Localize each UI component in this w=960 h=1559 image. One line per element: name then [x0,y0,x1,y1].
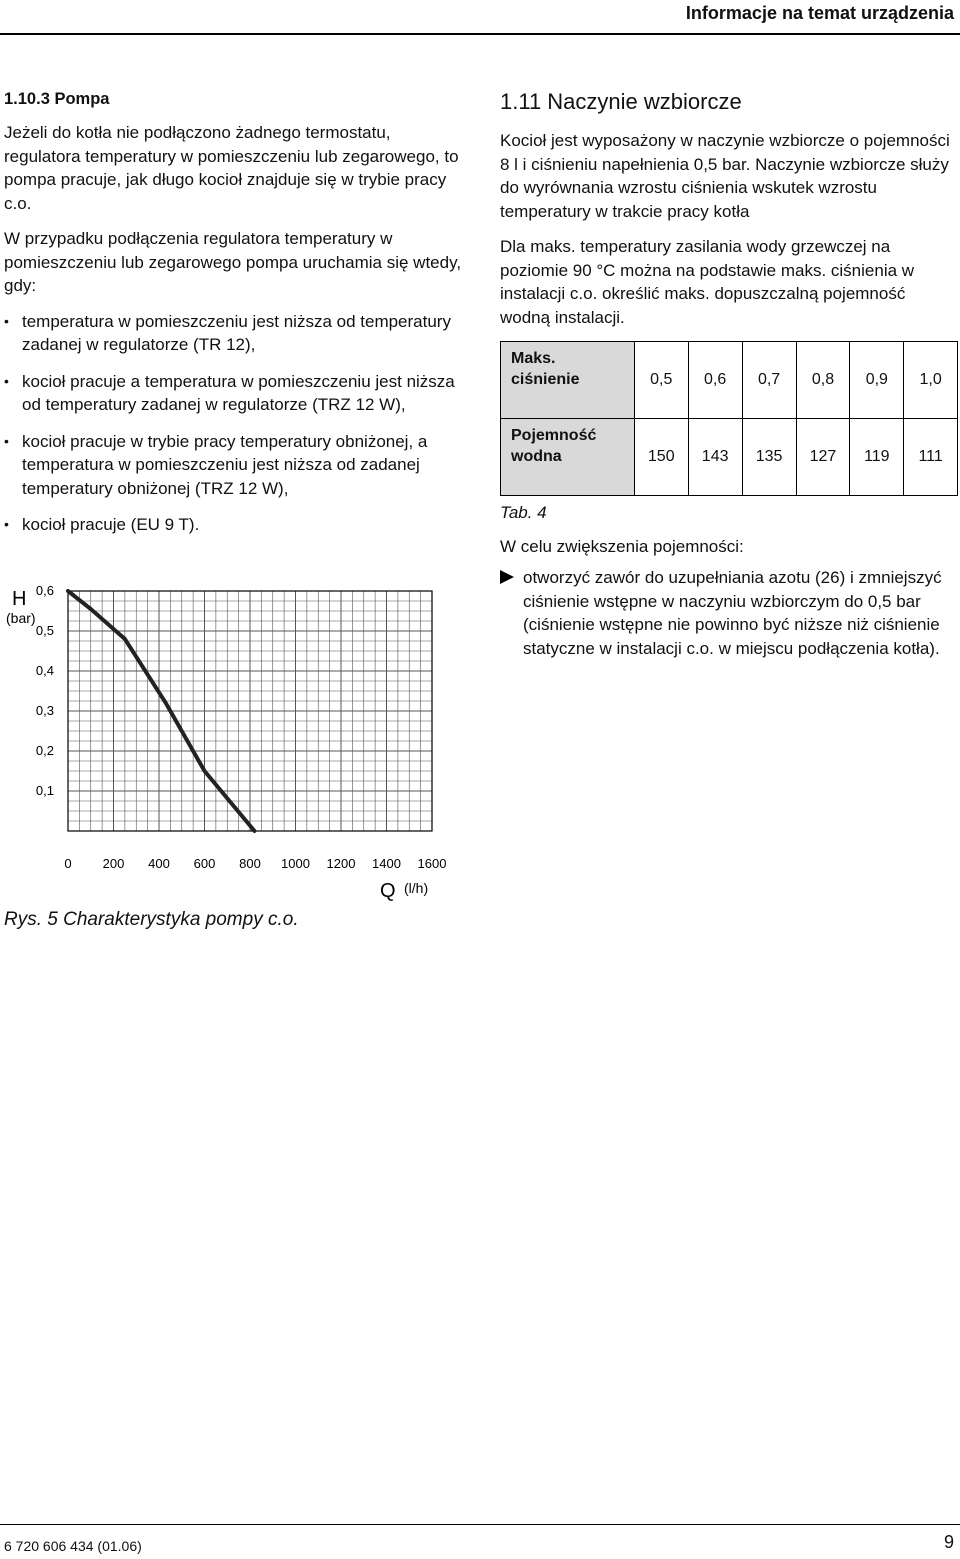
table-cell: 0,9 [850,342,904,419]
y-tick-label: 0,4 [35,663,54,678]
pump-curve-chart [0,575,470,905]
table-cell: 143 [688,419,742,496]
section-title-expansion-vessel: 1.11 Naczynie wzbiorcze [500,89,742,114]
x-tick-label: 200 [102,856,125,871]
x-tick-label: 400 [148,856,170,871]
list-item: • kocioł pracuje (EU 9 T). [4,513,464,537]
vessel-paragraph-2: Dla maks. temperatury zasilania wody grzewczej na poziomie 90 °C można na podstawie maks. ciśnienia w instalacji c.o. określić maks. dopuszczalną pojemność wodną instalacji. [500,237,915,327]
row-header-capacity: Pojemność wodna [501,419,635,496]
row-header-pressure: Maks. ciśnienie [501,342,635,419]
step-text: otworzyć zawór do uzupełniania azotu (26) i zmniejszyć ciśnienie wstępne w naczyniu wzbiorczym do 0,5 bar (ciśnienie wstępne nie powinno być niższe niż ciśnienie statyczne w instalacji c.o. w miejscu podłączenia kotła). [523,568,942,658]
x-axis-label: Q [380,880,396,902]
pump-paragraph-2: W przypadku podłączenia regulatora temperatury w pomieszczeniu lub zegarowego pompa uruchamia się wtedy, gdy: [4,229,462,295]
table-cell: 1,0 [904,342,958,419]
x-tick-label: 0 [64,856,72,871]
step-list [500,566,958,660]
list-item: • kocioł pracuje a temperatura w pomieszczeniu jest niższa od temperatury zadanej w regulatorze (TRZ 12 W), [4,370,464,417]
footer-rule [0,1524,960,1525]
y-tick-label: 0,6 [35,583,54,598]
x-tick-label: 1200 [326,856,356,871]
y-tick-label: 0,2 [35,743,54,758]
list-item [500,566,958,660]
list-item: • temperatura w pomieszczeniu jest niższa od temperatury zadanej w regulatorze (TR 12), [4,310,464,357]
right-column [500,88,958,660]
chart-ticks [36,583,447,871]
vessel-paragraph-1: Kocioł jest wyposażony w naczynie wzbiorcze o pojemności 8 l i ciśnieniu napełnienia 0,5 bar. Naczynie wzbiorcze służy do wyrównania wzrostu ciśnienia wskutek wzrostu temperatury w trakcie pracy kotła [500,131,950,221]
y-tick-label: 0,1 [35,783,54,798]
table-cell: 0,8 [796,342,850,419]
chart-grid [68,591,432,831]
table-cell: 0,5 [634,342,688,419]
table-cell: 119 [850,419,904,496]
pump-conditions-list [4,310,464,537]
pressure-capacity-table [500,341,958,496]
table-cell: 127 [796,419,850,496]
table-cell: 0,7 [742,342,796,419]
table-cell: 150 [634,419,688,496]
document-code: 6 720 606 434 (01.06) [4,1538,142,1554]
list-item: • kocioł pracuje w trybie pracy temperatury obniżonej, a temperatura w pomieszczeniu jest niższa od zadanej temperatury obniżonej (TRZ 12 W), [4,430,464,501]
page-number: 9 [943,1532,954,1552]
header-rule [0,33,960,35]
y-tick-label: 0,5 [35,623,54,638]
x-tick-label: 1600 [417,856,447,871]
pump-paragraph-1: Jeżeli do kotła nie podłączono żadnego termostatu, regulatora temperatury w pomieszczeniu lub zegarowego, to pompa pracuje, jak długo kocioł znajduje się w trybie pracy c.o. [4,123,459,213]
x-axis-unit: (l/h) [404,880,429,896]
arrow-right-icon [500,570,514,584]
table-cell: 111 [904,419,958,496]
x-tick-label: 1400 [372,856,401,871]
header-title: Informacje na temat urządzenia [685,3,954,23]
left-column [4,88,464,550]
x-tick-label: 600 [193,856,216,871]
table-cell: 0,6 [688,342,742,419]
figure-caption: Rys. 5 Charakterystyka pompy c.o. [4,909,299,930]
table-caption: Tab. 4 [500,503,547,522]
table-row [501,342,958,419]
x-tick-label: 1000 [281,856,310,871]
y-axis-unit: (bar) [6,610,36,626]
table-row [501,419,958,496]
y-tick-label: 0,3 [35,703,54,718]
section-title-pump: 1.10.3 Pompa [4,90,110,108]
x-tick-label: 800 [239,856,261,871]
table-cell: 135 [742,419,796,496]
y-axis-label: H [12,588,27,610]
vessel-paragraph-3: W celu zwiększenia pojemności: [500,536,744,556]
